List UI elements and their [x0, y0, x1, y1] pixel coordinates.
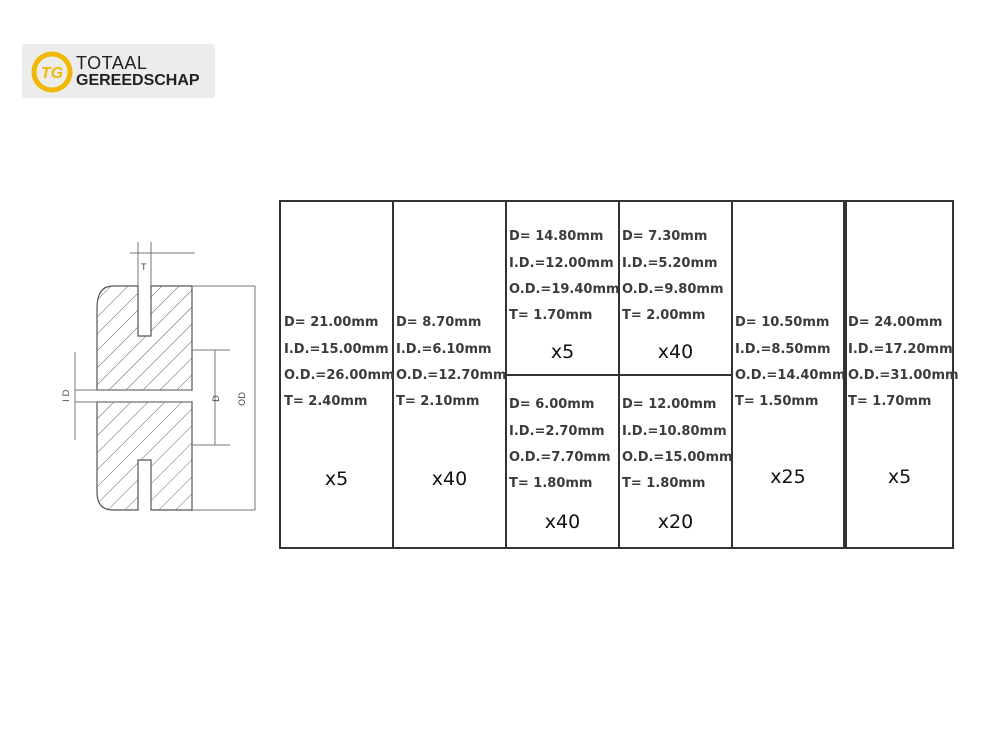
spec-d: D= 8.70mm — [396, 315, 482, 330]
spec-id: I.D.=6.10mm — [396, 342, 492, 357]
spec-t: T= 2.10mm — [396, 394, 480, 409]
spec-t: T= 1.50mm — [735, 394, 819, 409]
spec-id: I.D.=2.70mm — [509, 424, 605, 439]
spec-t: T= 2.40mm — [284, 394, 368, 409]
dim-label-od: OD — [238, 391, 248, 406]
spec-t: T= 1.70mm — [848, 394, 932, 409]
spec-cell — [281, 202, 395, 547]
spec-od: O.D.=9.80mm — [622, 282, 724, 297]
logo-text-top: TOTAAL — [76, 53, 148, 73]
washer-profile — [97, 286, 192, 390]
spec-column-1 — [281, 202, 394, 547]
spec-t: T= 1.80mm — [509, 476, 593, 491]
spec-id: I.D.=5.20mm — [622, 256, 718, 271]
spec-od: O.D.=12.70mm — [396, 368, 507, 383]
spec-d: D= 6.00mm — [509, 397, 595, 412]
quantity: x20 — [657, 511, 694, 533]
spec-d: D= 7.30mm — [622, 229, 708, 244]
spec-od: O.D.=31.00mm — [848, 368, 959, 383]
spec-column-6 — [845, 202, 959, 547]
spec-table — [279, 200, 959, 549]
quantity: x5 — [550, 341, 575, 363]
spec-column-3 — [507, 202, 620, 547]
spec-column-5 — [733, 202, 845, 547]
spec-d: D= 14.80mm — [509, 229, 604, 244]
spec-cell — [620, 376, 731, 549]
spec-cell — [507, 376, 618, 549]
quantity: x25 — [770, 466, 806, 488]
spec-t: T= 2.00mm — [622, 308, 706, 323]
spec-od: O.D.=19.40mm — [509, 282, 620, 297]
spec-od: O.D.=14.40mm — [735, 368, 846, 383]
quantity: x40 — [431, 468, 468, 490]
spec-d: D= 12.00mm — [622, 397, 717, 412]
dim-label-t: T — [141, 263, 147, 273]
cross-section-drawing — [55, 240, 265, 524]
spec-column-4 — [620, 202, 733, 547]
spec-d: D= 10.50mm — [735, 315, 830, 330]
logo-mark-icon — [30, 50, 74, 94]
spec-d: D= 21.00mm — [284, 315, 379, 330]
spec-cell — [620, 202, 731, 376]
spec-cell — [394, 202, 505, 547]
quantity: x40 — [657, 341, 694, 363]
spec-cell — [733, 202, 846, 547]
quantity: x40 — [544, 511, 581, 533]
quantity: x5 — [887, 466, 912, 488]
spec-d: D= 24.00mm — [848, 315, 943, 330]
quantity: x5 — [324, 468, 349, 490]
spec-id: I.D.=12.00mm — [509, 256, 614, 271]
logo-text-bottom: GEREEDSCHAP — [76, 72, 200, 89]
spec-id: I.D.=10.80mm — [622, 424, 727, 439]
spec-t: T= 1.70mm — [509, 308, 593, 323]
spec-cell — [847, 202, 959, 547]
spec-id: I.D.=17.20mm — [848, 342, 953, 357]
spec-id: I.D.=15.00mm — [284, 342, 389, 357]
svg-text:TG: TG — [40, 65, 64, 82]
spec-od: O.D.=15.00mm — [622, 450, 733, 465]
dim-label-id: I D — [62, 389, 72, 402]
dim-label-d: D — [212, 395, 222, 402]
spec-id: I.D.=8.50mm — [735, 342, 831, 357]
spec-cell — [507, 202, 618, 376]
spec-od: O.D.=7.70mm — [509, 450, 611, 465]
brand-logo — [22, 44, 215, 98]
spec-t: T= 1.80mm — [622, 476, 706, 491]
spec-od: O.D.=26.00mm — [284, 368, 395, 383]
spec-column-2 — [394, 202, 507, 547]
